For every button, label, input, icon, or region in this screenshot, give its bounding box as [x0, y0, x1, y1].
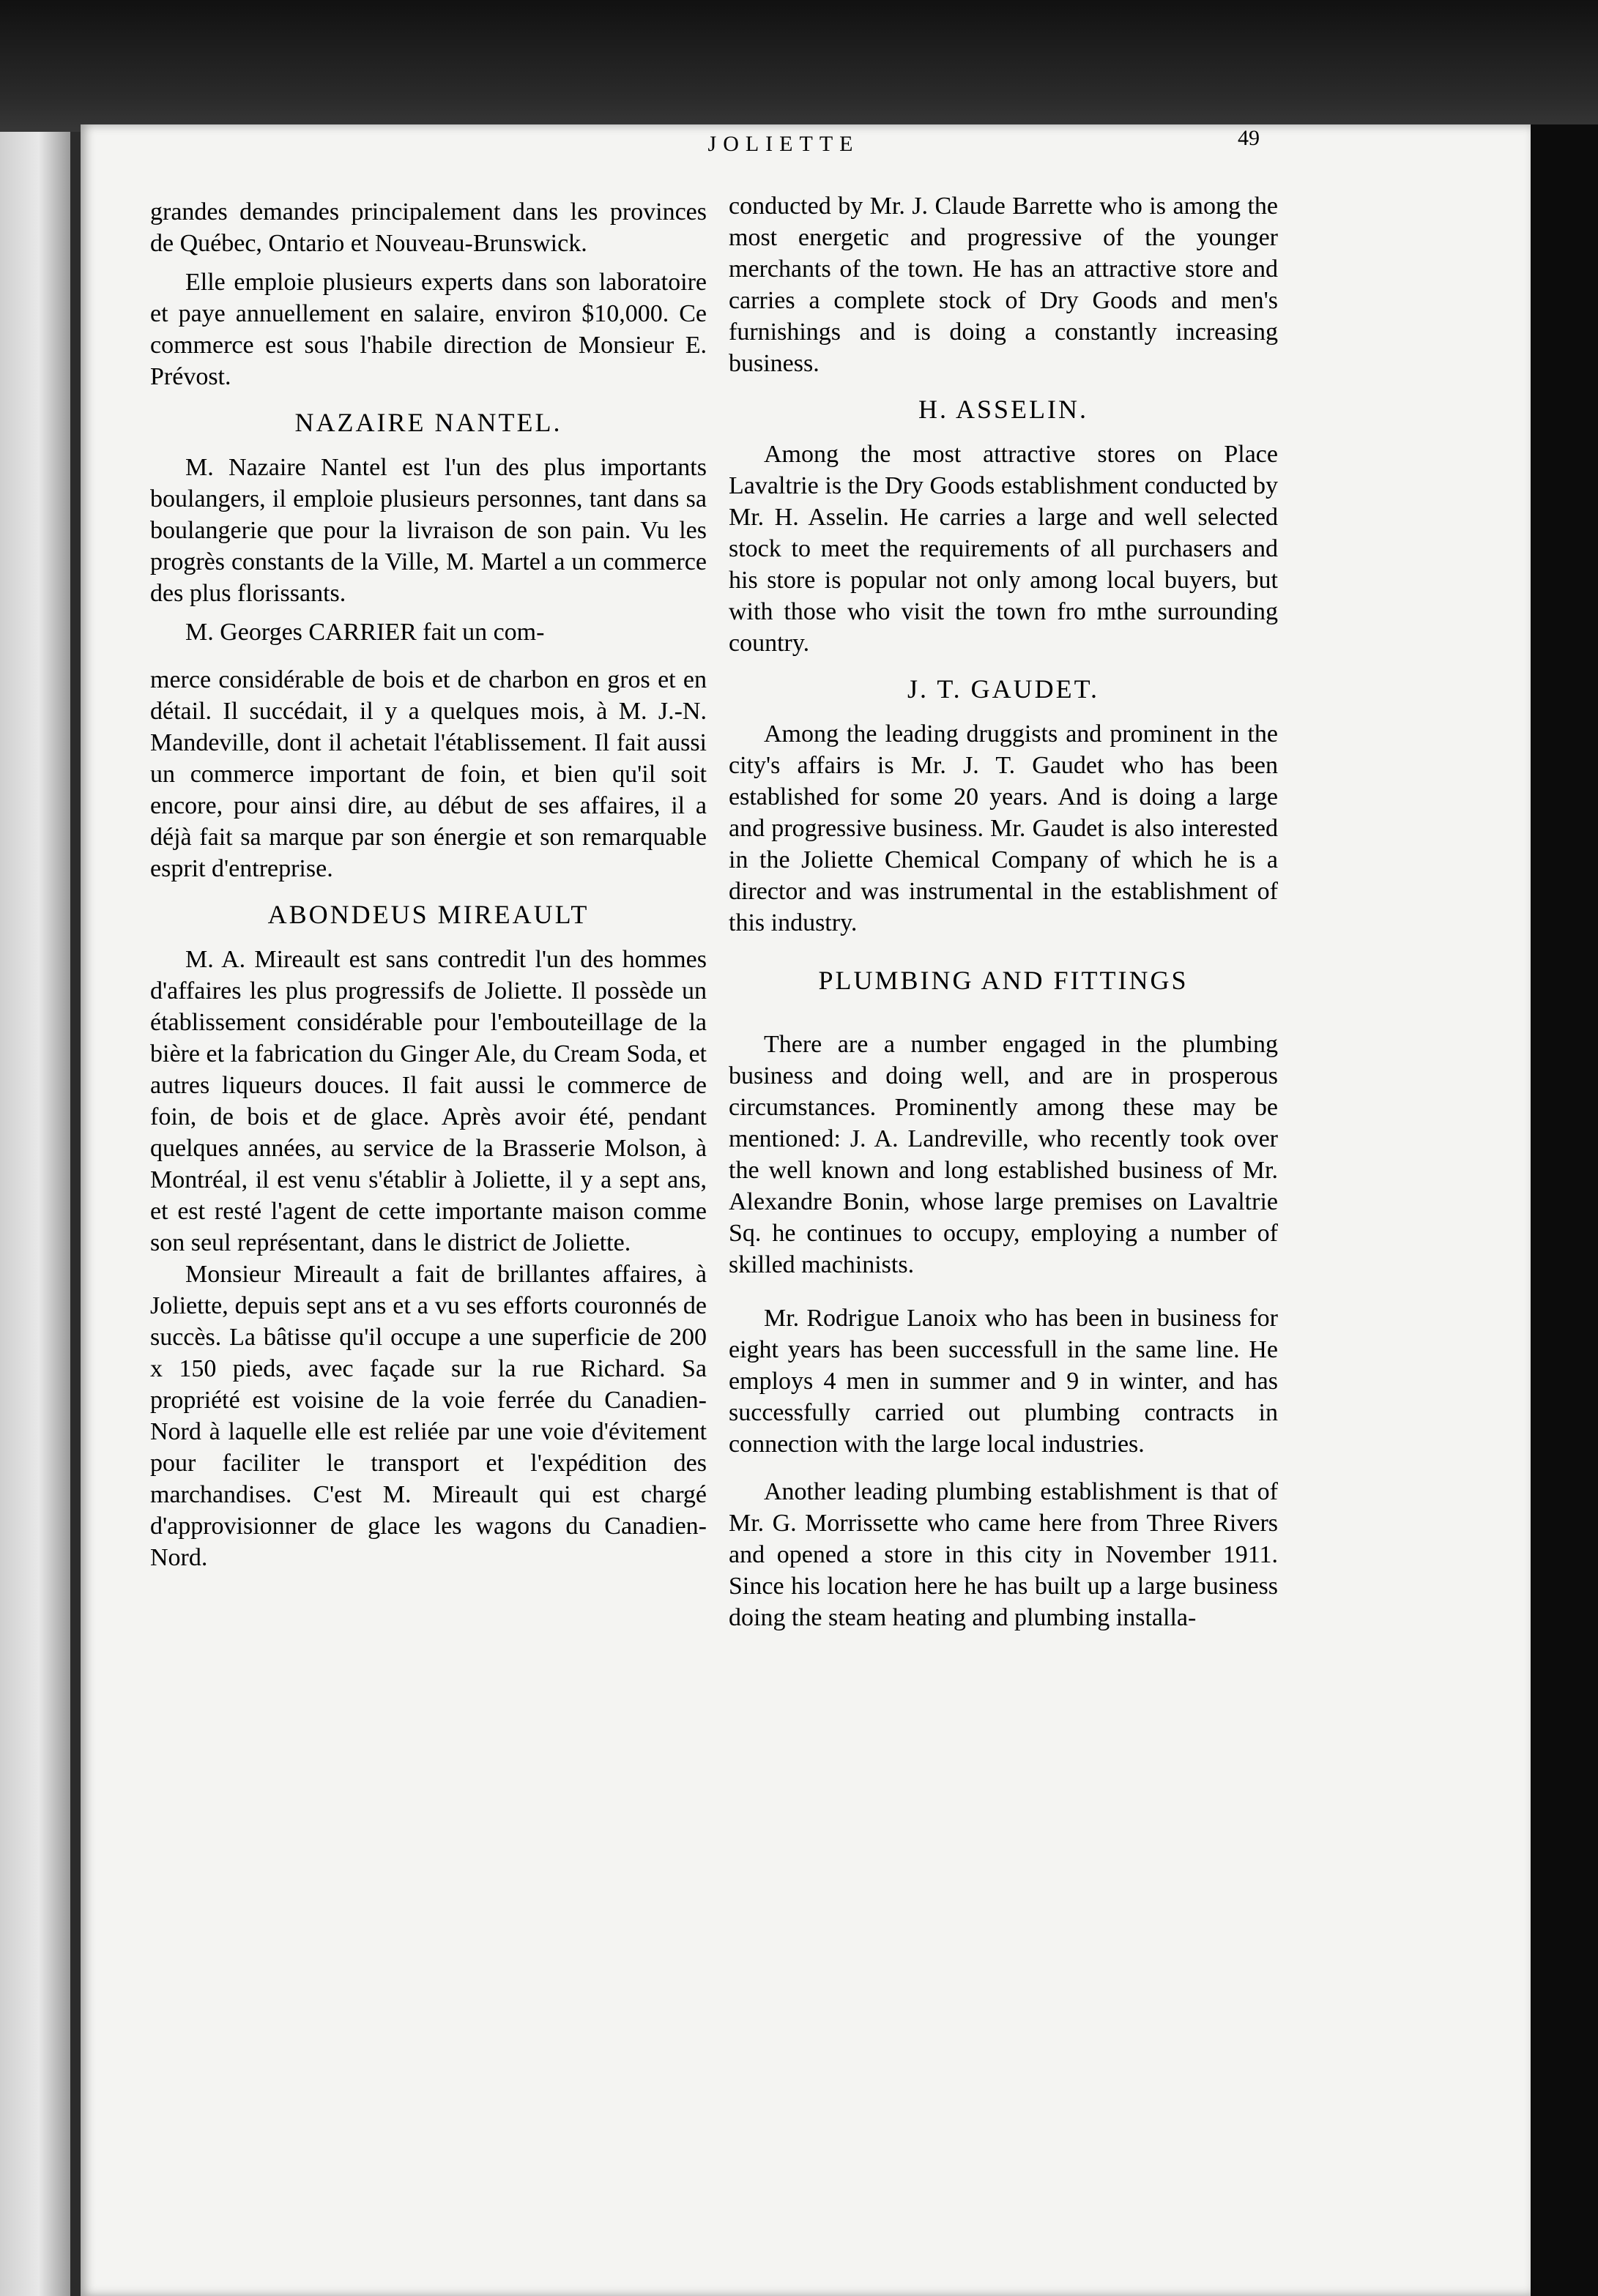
paragraph-continued: grandes demandes principalement dans les provinces de Québec, Ontario et Nouveau-Brunswick.	[150, 198, 707, 257]
paragraph-barrette: conducted by Mr. J. Claude Barrette who is among the most energetic and progressive of the younger merchants of the town. He has an attractive store and carries a complete stock of Dry Goods and men's furnishings and is doing a constantly increasing business.	[729, 193, 1278, 377]
running-title: JOLIETTE	[707, 132, 860, 156]
left-column	[150, 196, 707, 1581]
heading-plumbing-and-fittings: PLUMBING AND FITTINGS	[818, 966, 1189, 995]
paragraph-nantel: M. Nazaire Nantel est l'un des plus importants boulangers, il emploie plusieurs personnes, tant dans sa boulangerie que pour la livraison de son pain. Vu les progrès constants de la Ville, M. Martel a un commerce des plus florissants.	[150, 454, 707, 607]
page-number: 49	[1238, 126, 1260, 150]
facing-page-edge	[0, 132, 70, 2296]
paragraph-asselin: Among the most attractive stores on Place Lavaltrie is the Dry Goods establishment conducted by Mr. H. Asselin. He carries a large and well selected stock to meet the requirements of all purchasers and his store is popular not only among local buyers, but with those who visit the town fro mthe surrounding country.	[729, 441, 1278, 657]
heading-h-asselin: H. ASSELIN.	[918, 395, 1089, 424]
paragraph-prevost: Elle emploie plusieurs experts dans son laboratoire et paye annuellement en salaire, environ $10,000. Ce commerce est sous l'habile direction de Monsieur E. Prévost.	[150, 269, 707, 390]
heading-nazaire-nantel: NAZAIRE NANTEL.	[294, 408, 562, 437]
paragraph-carrier-start: M. Georges CARRIER fait un com-	[185, 619, 545, 646]
paragraph-lanoix: Mr. Rodrigue Lanoix who has been in business for eight years has been successfull in the same line. He employs 4 men in summer and 9 in winter, and has successfully carried out plumbing contracts in connection with the large local industries.	[729, 1305, 1278, 1458]
heading-abondeus-mireault: ABONDEUS MIREAULT	[267, 900, 590, 929]
right-column	[729, 190, 1278, 1641]
paragraph-landreville: There are a number engaged in the plumbing business and doing well, and are in prosperous circumstances. Prominently among these may be mentioned: J. A. Landreville, who recently took over the well known and long established business of Mr. Alexandre Bonin, whose large premises on Lavaltrie Sq. he continues to occupy, employing a number of skilled machinists.	[729, 1031, 1278, 1278]
scan-background-top	[0, 0, 1598, 139]
scan-background-right	[1531, 124, 1598, 2296]
book-gutter	[70, 132, 81, 2296]
heading-j-t-gaudet: J. T. GAUDET.	[907, 674, 1099, 704]
paragraph-gaudet: Among the leading druggists and prominent in the city's affairs is Mr. J. T. Gaudet who has been established for some 20 years. And is doing a large and progressive business. Mr. Gaudet is also interested in the Joliette Chemical Company of which he is a director and was instrumental in the establishment of this industry.	[729, 720, 1278, 936]
paragraph-morrissette: Another leading plumbing establishment is that of Mr. G. Morrissette who came here from Three Rivers and opened a store in this city in November 1911. Since his location here he has built up a large business doing the steam heating and plumbing installa-	[729, 1478, 1278, 1631]
paragraph-carrier: merce considérable de bois et de charbon en gros et en détail. Il succédait, il y a quelques mois, à M. J.-N. Mandeville, dont il achetait l'établissement. Il fait aussi un commerce important de foin, et bien qu'il soit encore, pour ainsi dire, au début de ses affaires, il a déjà fait sa marque par son énergie et son remarquable esprit d'entreprise.	[150, 666, 707, 882]
paragraph-mireault-2: Monsieur Mireault a fait de brillantes affaires, à Joliette, depuis sept ans et a vu ses efforts couronnés de succès. La bâtisse qu'il occupe a une superficie de 200 x 150 pieds, avec façade sur la rue Richard. Sa propriété est voisine de la voie ferrée du Canadien-Nord à laquelle elle est reliée par une voie d'évitement pour faciliter le transport et l'expédition des marchandises. C'est M. Mireault qui est chargé d'approvisionner de glace les wagons du Canadien-Nord.	[150, 1261, 707, 1571]
paragraph-mireault-1: M. A. Mireault est sans contredit l'un des hommes d'affaires les plus progressifs de Joliette. Il possède un établissement considérable pour l'embouteillage de la bière et la fabrication du Ginger Ale, du Cream Soda, et autres liqueurs douces. Il fait aussi le commerce de foin, de bois et de glace. Après avoir été, pendant quelques années, au service de la Brasserie Molson, à Montréal, il est venu s'établir à Joliette, il y a sept ans, et est resté l'agent de cette importante maison comme son seul représentant, dans le district de Joliette.	[150, 946, 707, 1256]
